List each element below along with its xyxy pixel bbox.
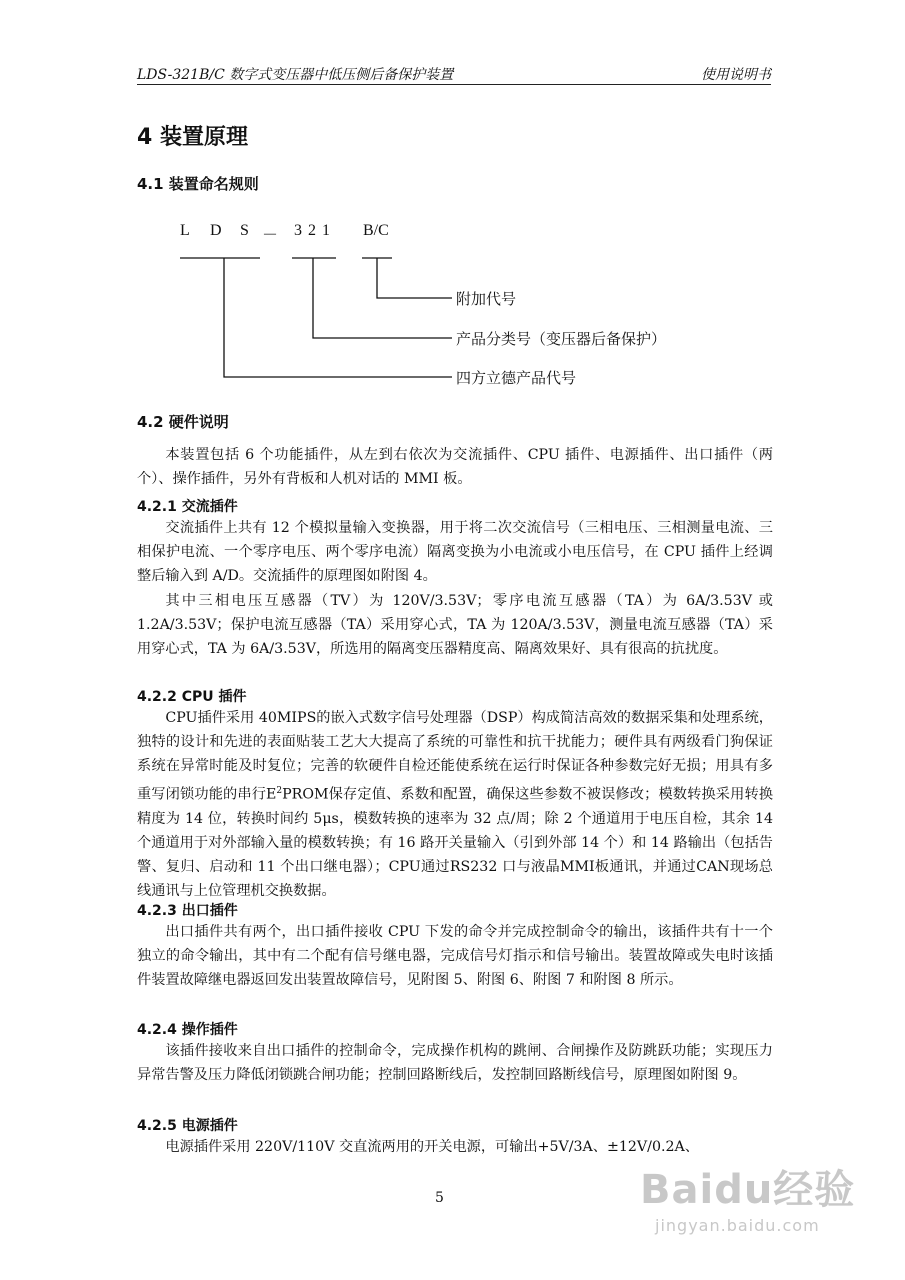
code-digit-2: 2 [308,222,316,239]
cpu-text-part-2: PROM保存定值、系数和配置，确保这些参数不被误修改；模数转换采用转换精度为 14 位，转换时间约 5μs，模数转换的速率为 32 点/周；除 2 个通道用于电压自检，其余 14 个通道用于对外部输入量的模数转换；有 16 路开关量输入（引到外部 14 个）和 14 路输出（包括告警、复归、启动和 11 个出口继电器）；CPU通过RS232 口与液晶MMI板通讯，并通过CAN现场总线通讯与上位管理机交换数据。 [137,786,774,900]
code-letter-l: L [180,222,190,239]
watermark-url: jingyan.baidu.com [655,1216,820,1235]
code-digit-1: 1 [322,222,330,239]
code-letter-s: S [240,222,249,239]
cpu-plugin-paragraph [137,706,773,903]
header-manual-label: 使用说明书 [701,67,771,83]
page-number: 5 [435,1190,444,1206]
label-product-class: 产品分类号（变压器后备保护） [456,330,667,348]
code-suffix-bc: B/C [363,222,389,239]
cpu-text-superscript: 2 [276,785,283,796]
cpu-text-part-1: CPU插件采用 40MIPS的嵌入式数字信号处理器（DSP）构成简洁高效的数据采集和处理系统，独特的设计和先进的表面贴装工艺大大提高了系统的可靠性和抗干扰能力；硬件具有两级看门狗保证系统在异常时能及时复位；完善的软硬件自检还能使系统在运行时保证各种参数完好无损；用具有多重写闭锁功能的串行E [137,710,773,803]
operation-plugin-paragraph: 该插件接收来自出口插件的控制命令，完成操作机构的跳闸、合闸操作及防跳跃功能；实现压力异常告警及压力降低闭锁跳合闸功能；控制回路断线后，发控制回路断线信号，原理图如附图 9。 [137,1043,773,1084]
hardware-intro-paragraph: 本装置包括 6 个功能插件，从左到右依次为交流插件、CPU 插件、电源插件、出口插件（两个）、操作插件，另外有背板和人机对话的 MMI 板。 [137,447,773,488]
section-4-2-4-title: 4.2.4 操作插件 [137,1022,238,1038]
ac-plugin-paragraph-2: 其中三相电压互感器（TV）为 120V/3.53V；零序电流互感器（TA）为 6A/3.53V 或 1.2A/3.53V；保护电流互感器（TA）采用穿心式，TA 为 120A/3.53V，测量电流互感器（TA）采用穿心式，TA 为 6A/3.53V，所选用的隔离变压器精度高、隔离效果好、具有很高的抗扰度。 [137,593,773,658]
header-doc-title: LDS-321B/C 数字式变压器中低压侧后备保护装置 [137,67,454,83]
watermark-brand: Baidu经验 [640,1167,856,1213]
baidu-watermark [640,1158,865,1258]
section-4-1-title: 4.1 装置命名规则 [137,175,259,193]
section-4-2-2-title: 4.2.2 CPU 插件 [137,689,247,705]
code-digit-3: 3 [294,222,302,239]
naming-diagram-lines [0,0,905,420]
section-4-2-title: 4.2 硬件说明 [137,413,229,431]
section-4-2-3-title: 4.2.3 出口插件 [137,903,238,919]
label-company-code: 四方立德产品代号 [456,369,577,387]
ac-plugin-paragraph-1: 交流插件上共有 12 个模拟量输入变换器，用于将二次交流信号（三相电压、三相测量电流、三相保护电流、一个零序电压、两个零序电流）隔离变换为小电流或小电压信号，在 CPU 插件上经调整后输入到 A/D。交流插件的原理图如附图 4。 [137,520,773,585]
power-plugin-paragraph: 电源插件采用 220V/110V 交直流两用的开关电源，可输出+5V/3A、±12V/0.2A、 [165,1139,699,1155]
section-4-2-5-title: 4.2.5 电源插件 [137,1118,238,1134]
output-plugin-paragraph: 出口插件共有两个，出口插件接收 CPU 下发的命令并完成控制命令的输出，该插件共有十一个独立的命令输出，其中有二个配有信号继电器，完成信号灯指示和信号输出。装置故障或失电时该插件装置故障继电器返回发出装置故障信号，见附图 5、附图 6、附图 7 和附图 8 所示。 [137,924,773,989]
section-4-2-1-title: 4.2.1 交流插件 [137,499,238,515]
code-dash: － [262,227,279,244]
section-4-title: 4 装置原理 [137,125,248,150]
label-additional-code: 附加代号 [456,290,517,308]
code-letter-d: D [210,222,222,239]
